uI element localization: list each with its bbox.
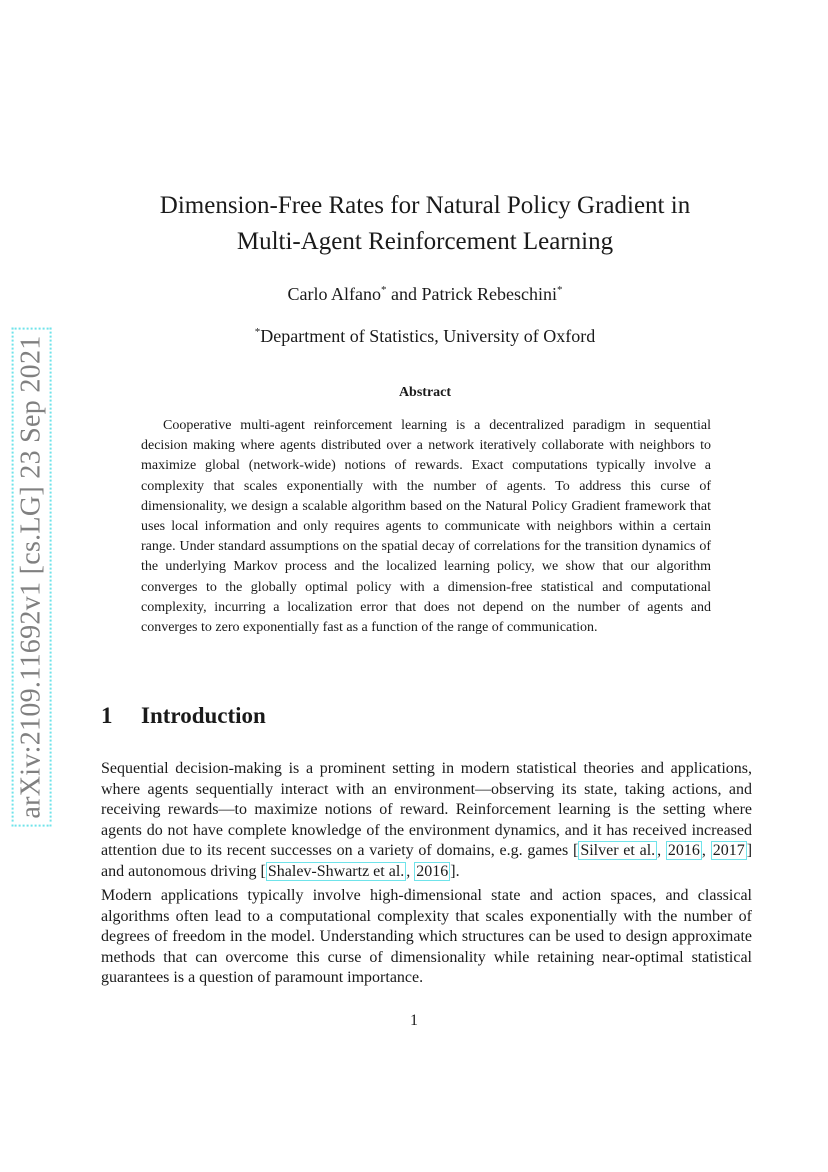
paragraph-text: Sequential decision-making is a prominent setting in modern statistical theories and applications, where agents sequentially interact with an environment—observing its state, taking actions, and receiving rewards—to maximize notions of reward. Reinforcement learning is the setting where agents do not have complete knowledge of the environment dynamics, and it has received increased attention due to its recent successes on a variety of domains, e.g. games — [101, 760, 752, 859]
affiliation-marker: * — [556, 284, 563, 296]
affiliation-text: Department of Statistics, University of Oxford — [260, 326, 596, 346]
paper-title — [90, 188, 760, 260]
section-title: Introduction — [141, 703, 266, 728]
citation-link[interactable]: 2016 — [667, 842, 700, 859]
affiliation — [90, 326, 760, 347]
citation-separator: , — [406, 862, 415, 880]
affiliation-marker: * — [381, 284, 387, 296]
citation-link[interactable]: Silver et al. — [580, 842, 656, 859]
citation-bracket: [ — [572, 842, 579, 859]
citation-bracket: ] — [746, 842, 753, 859]
section-heading — [101, 703, 266, 729]
author-name: Patrick Rebeschini — [421, 284, 557, 304]
citation-link[interactable]: 2017 — [712, 842, 745, 859]
citation-link[interactable]: 2016 — [416, 862, 449, 880]
citation-bracket: ] — [450, 862, 456, 880]
affiliation-marker: * — [254, 326, 261, 338]
arxiv-identifier-stamp[interactable] — [9, 327, 55, 827]
abstract-heading: Abstract — [398, 385, 452, 400]
citation-separator: , — [657, 842, 666, 859]
title-line-1: Dimension-Free Rates for Natural Policy Gradient in — [159, 192, 691, 219]
title-line-2: Multi-Agent Reinforcement Learning — [236, 228, 614, 255]
abstract-body: Cooperative multi-agent reinforcement learning is a decentralized paradigm in sequential decision making where agents distributed over a network iteratively collaborate with neighbors to maximize global (network-wide) notions of rewards. Exact computations typically involve a complexity that scales exponentially with the number of agents. To address this curse of dimensionality, we design a scalable algorithm based on the Natural Policy Gradient framework that uses local information and only requires agents to communicate with neighbors within a certain range. Under standard assumptions on the spatial decay of correlations for the transition dynamics of the underlying Markov process and the localized learning policy, we show that our algorithm converges to the globally optimal policy with a dimension-free statistical and computational complexity, incurring a localization error that does not depend on the number of agents and converges to zero exponentially fast as a function of the range of communication. — [141, 418, 711, 636]
author-connector: and — [386, 284, 422, 304]
author-list — [90, 284, 760, 305]
paragraph-text: and autonomous driving — [101, 862, 261, 880]
citation-bracket: [ — [260, 862, 266, 880]
paragraph-text: . — [455, 862, 460, 880]
arxiv-id-text[interactable]: arXiv:2109.11692v1 [cs.LG] 23 Sep 2021 — [12, 327, 52, 826]
citation-link[interactable]: Shalev-Shwartz et al. — [267, 862, 405, 880]
author-name: Carlo Alfano — [287, 284, 381, 304]
citation-separator: , — [701, 842, 711, 859]
intro-paragraph-1 — [101, 759, 752, 882]
section-number: 1 — [101, 703, 113, 728]
intro-paragraph-2: Modern applications typically involve high-dimensional state and action spaces, and classical algorithms often lead to a computational complexity that scales exponentially with the number of degrees of freedom in the model. Understanding which structures can be used to design approximate methods that can overcome this curse of dimensionality while retaining near-optimal statistical guarantees is a question of paramount importance. — [101, 887, 752, 986]
page-number: 1 — [410, 1012, 418, 1029]
